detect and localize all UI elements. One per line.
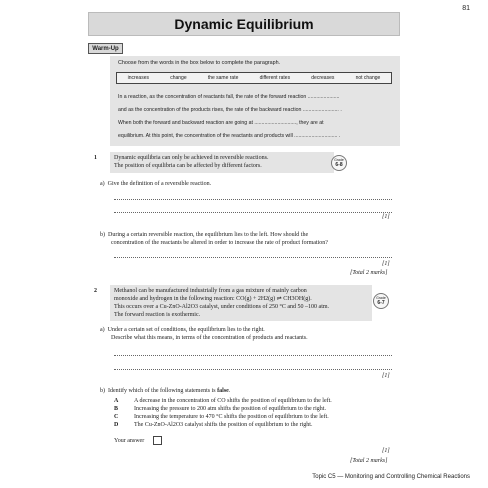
warmup-paragraph-line: In a reaction, as the concentration of reactants fall, the rate of the forward reaction ......................	[118, 94, 340, 100]
total-marks: [Total 2 marks]	[350, 270, 388, 276]
question-1b: b) During a certain reversible reaction, the equilibrium lies to the left. How should the concentration of the reactants be altered in order to increase the rate of product formation?	[100, 232, 328, 246]
word-bank-item: not change	[355, 75, 381, 81]
options-list	[114, 398, 332, 430]
answer-line[interactable]	[114, 199, 392, 200]
answer-line[interactable]	[114, 257, 392, 258]
answer-line[interactable]	[114, 212, 392, 213]
word-bank-item: different rates	[259, 75, 291, 81]
answer-box[interactable]	[153, 436, 162, 445]
question-2-number: 2	[94, 288, 97, 294]
option-b: B Increasing the pressure to 200 atm shifts the position of equilibrium to the right.	[114, 406, 326, 412]
warmup-paragraph-line: equilibrium. At this point, the concentration of the reactants and products will .............................. .	[118, 133, 341, 139]
grade-badge: Grade 6-7	[373, 293, 389, 309]
warmup-label: Warm-Up	[88, 43, 123, 54]
page-footer: Topic C5 — Monitoring and Controlling Chemical Reactions	[312, 474, 470, 480]
option-d: D The Cu-ZnO-Al2O3 catalyst shifts the position of equilibrium to the right.	[114, 422, 313, 428]
question-2b: b) Identify which of the following statements is false.	[100, 388, 231, 394]
mark-allocation: [1]	[382, 373, 390, 379]
total-marks: [Total 2 marks]	[350, 458, 388, 464]
word-bank-item: increases	[127, 75, 149, 81]
question-2-stem: Methanol can be manufactured industrially from a gas mixture of mainly carbon monoxide and hydrogen in the following reaction: CO(g) + 2H2(g) ⇌ CH3OH(g). This occurs over a Cu-ZnO-Al2O3 catalyst, under conditions of 250 °C and 50 –100 atm. The forward reaction is exothermic.	[114, 288, 330, 318]
question-1-stem: Dynamic equilibria can only be achieved in reversible reactions. The position of equilibria can be affected by different factors.	[114, 155, 269, 169]
warmup-instruction: Choose from the words in the box below to complete the paragraph.	[118, 60, 281, 66]
option-a: A A decrease in the concentration of CO shifts the position of equilibrium to the left.	[114, 398, 332, 404]
answer-label: Your answer	[114, 438, 145, 444]
page-number: 81	[462, 5, 470, 12]
word-bank-item: decreases	[311, 75, 335, 81]
answer-line[interactable]	[114, 369, 392, 370]
mark-allocation: [1]	[382, 448, 390, 454]
question-1-number: 1	[94, 155, 97, 161]
mark-allocation: [1]	[382, 214, 390, 220]
word-bank-item: change	[170, 75, 187, 81]
warmup-paragraph-line: and as the concentration of the products rises, the rate of the backward reaction ......................... .	[118, 107, 342, 113]
word-bank	[116, 72, 392, 84]
question-2a: a) Under a certain set of conditions, the equilibrium lies to the right. Describe what this means, in terms of the concentration of products and reactants.	[100, 327, 308, 341]
question-1a: a) Give the definition of a reversible reaction.	[100, 181, 212, 187]
answer-line[interactable]	[114, 355, 392, 356]
word-bank-item: the same rate	[207, 75, 239, 81]
option-c: C Increasing the temperature to 470 °C shifts the position of equilibrium to the left.	[114, 414, 329, 420]
warmup-paragraph-line: When both the forward and backward reaction are going at ............................., they are at	[118, 120, 324, 126]
page-title-banner	[88, 12, 400, 36]
grade-badge: Grade 6-8	[331, 155, 347, 171]
mark-allocation: [1]	[382, 261, 390, 267]
page-title: Dynamic Equilibrium	[174, 16, 314, 32]
